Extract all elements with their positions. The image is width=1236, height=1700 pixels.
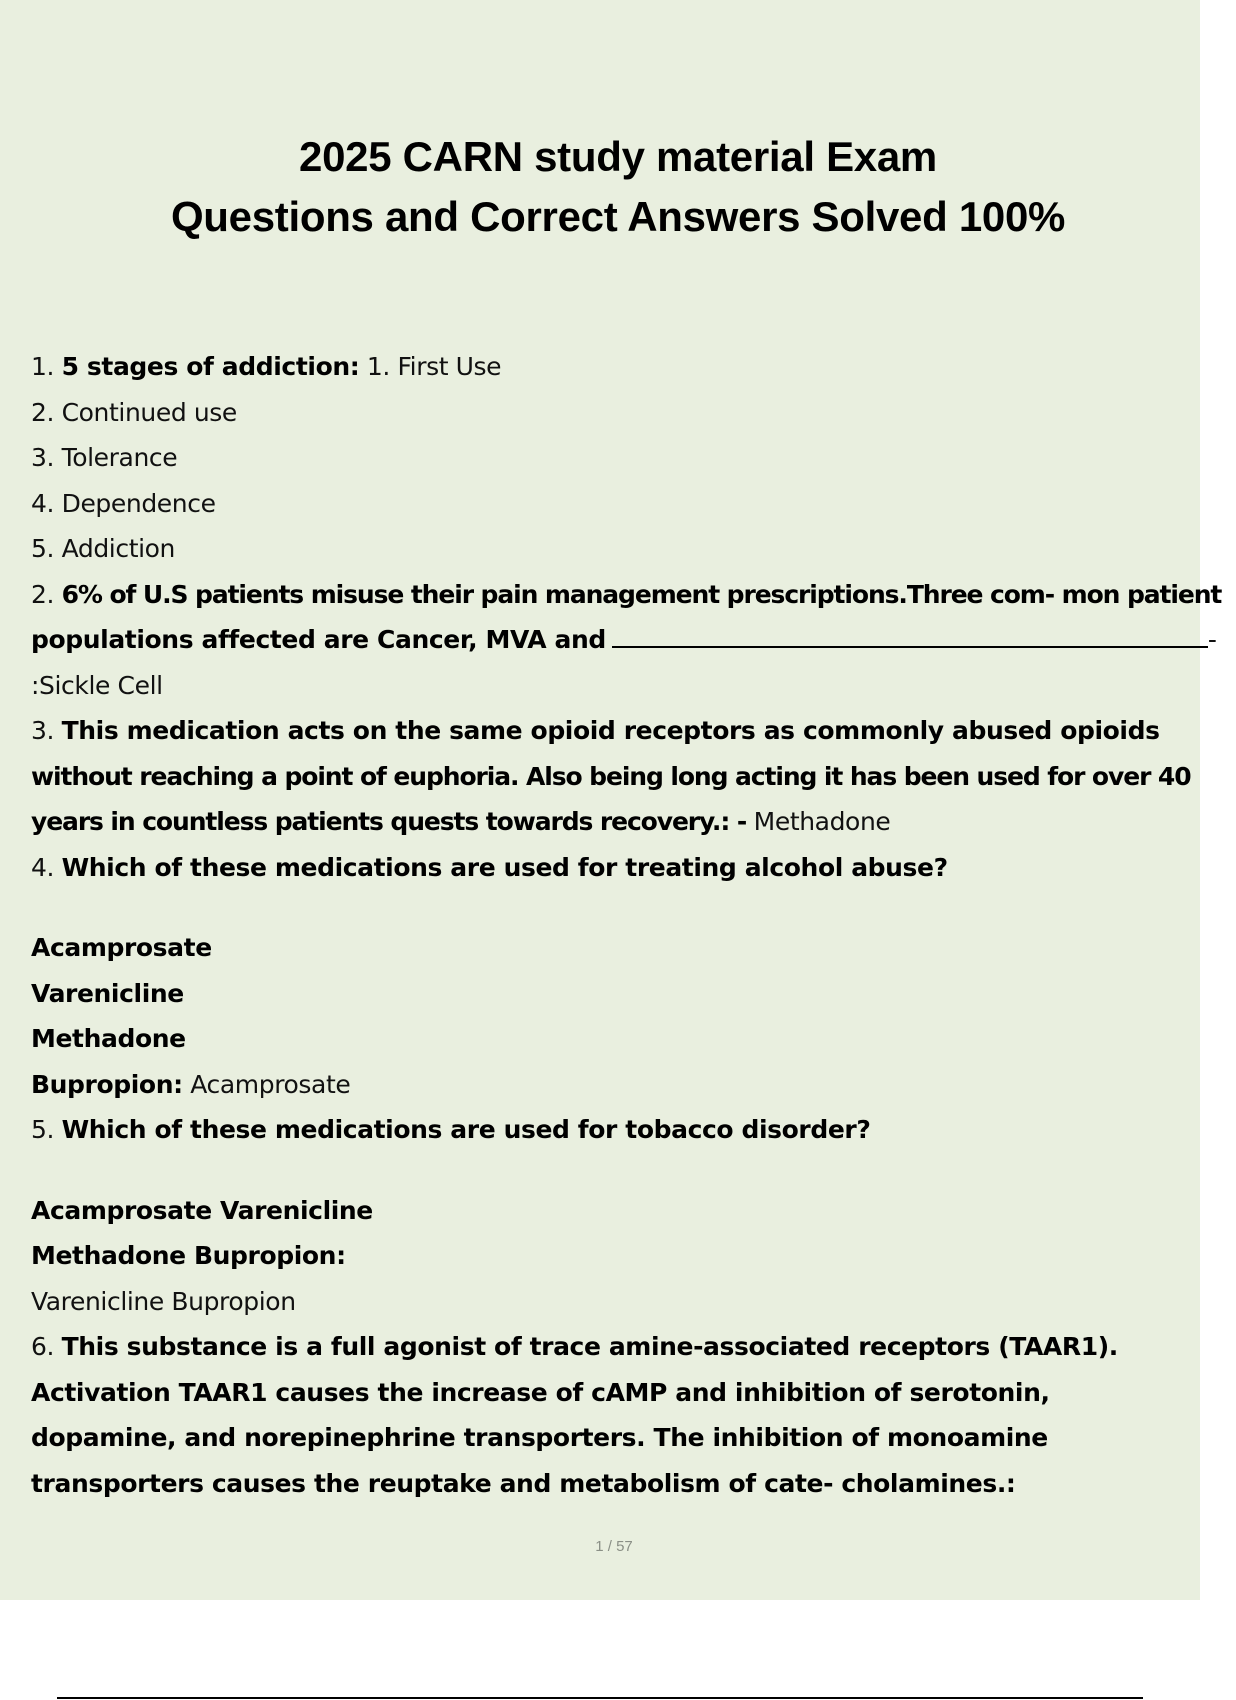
answer-line: 4. Dependence bbox=[31, 488, 216, 518]
question-2 bbox=[31, 572, 1222, 618]
document-title-line-1: 2025 CARN study material Exam bbox=[299, 133, 937, 180]
question-number: 1. bbox=[31, 352, 55, 381]
question-text: 6% of U.S patients misuse their pain management prescriptions.Three com- mon patient bbox=[61, 579, 1222, 609]
fill-in-blank bbox=[612, 624, 1208, 648]
question-1 bbox=[31, 344, 1200, 390]
questions-body bbox=[31, 344, 1222, 1506]
answer-line: 3. Tolerance bbox=[31, 443, 178, 472]
option-text: Bupropion: bbox=[31, 1069, 183, 1099]
next-page-divider bbox=[57, 1697, 1143, 1699]
option-text: Methadone bbox=[31, 1024, 186, 1053]
answer-line: 5. Addiction bbox=[31, 534, 175, 563]
question-2-line-2 bbox=[31, 617, 1217, 663]
question-text: Which of these medications are used for treating alcohol abuse? bbox=[61, 852, 948, 882]
question-3-line-2 bbox=[31, 754, 1200, 800]
trailing-dash: - bbox=[1207, 625, 1217, 654]
answer-text: Varenicline Bupropion bbox=[31, 1286, 296, 1316]
option-line bbox=[31, 1233, 1200, 1279]
option-text: Methadone Bupropion: bbox=[31, 1241, 346, 1270]
spacer bbox=[31, 1153, 1200, 1188]
question-text: without reaching a point of euphoria. Also being long acting it has been used for over 40 bbox=[31, 761, 1191, 791]
option-line bbox=[31, 1062, 1200, 1108]
option-line bbox=[31, 1188, 1200, 1234]
question-6 bbox=[31, 1324, 1200, 1370]
option-line bbox=[31, 1016, 1200, 1062]
question-3-line-3 bbox=[31, 799, 1200, 845]
document-title-line-2: Questions and Correct Answers Solved 100% bbox=[170, 193, 1066, 240]
question-text: years in countless patients quests towards recovery.: - bbox=[31, 807, 747, 836]
question-text: transporters causes the reuptake and metabolism of cate- cholamines.: bbox=[31, 1468, 1016, 1498]
question-text: 5 stages of addiction: bbox=[61, 352, 360, 381]
option-text: Varenicline bbox=[31, 978, 184, 1008]
answer-line: 2. Continued use bbox=[31, 397, 237, 427]
question-6-line-2 bbox=[31, 1370, 1200, 1416]
question-text: dopamine, and norepinephrine transporters. The inhibition of monoamine bbox=[31, 1423, 1048, 1452]
spacer bbox=[31, 890, 1200, 925]
question-text: This medication acts on the same opioid receptors as commonly abused opioids bbox=[61, 716, 1160, 745]
answer-text: 1. First Use bbox=[366, 352, 502, 381]
question-4 bbox=[31, 845, 1200, 891]
page-indicator: 1 / 57 bbox=[595, 1538, 633, 1555]
option-text: Acamprosate bbox=[31, 933, 212, 962]
option-line bbox=[31, 971, 1200, 1017]
question-text: populations affected are Cancer, MVA and bbox=[31, 625, 606, 654]
question-number: 2. bbox=[31, 579, 55, 609]
question-5 bbox=[31, 1107, 1200, 1153]
question-text: Activation TAAR1 causes the increase of cAMP and inhibition of serotonin, bbox=[31, 1377, 1050, 1407]
question-6-line-4 bbox=[31, 1461, 1200, 1507]
question-text: This substance is a full agonist of trace amine-associated receptors (TAAR1). bbox=[61, 1332, 1118, 1361]
question-number: 6. bbox=[31, 1332, 55, 1361]
option-line bbox=[31, 925, 1200, 971]
answer-text: :Sickle Cell bbox=[31, 670, 163, 700]
answer-text: Methadone bbox=[753, 807, 891, 836]
answer-text: Acamprosate bbox=[190, 1069, 351, 1099]
question-6-line-3 bbox=[31, 1415, 1200, 1461]
question-number: 4. bbox=[31, 852, 55, 882]
question-number: 3. bbox=[31, 716, 55, 745]
question-text: Which of these medications are used for tobacco disorder? bbox=[61, 1115, 871, 1144]
question-number: 5. bbox=[31, 1115, 55, 1144]
question-3 bbox=[31, 708, 1200, 754]
option-text: Acamprosate Varenicline bbox=[31, 1195, 373, 1225]
